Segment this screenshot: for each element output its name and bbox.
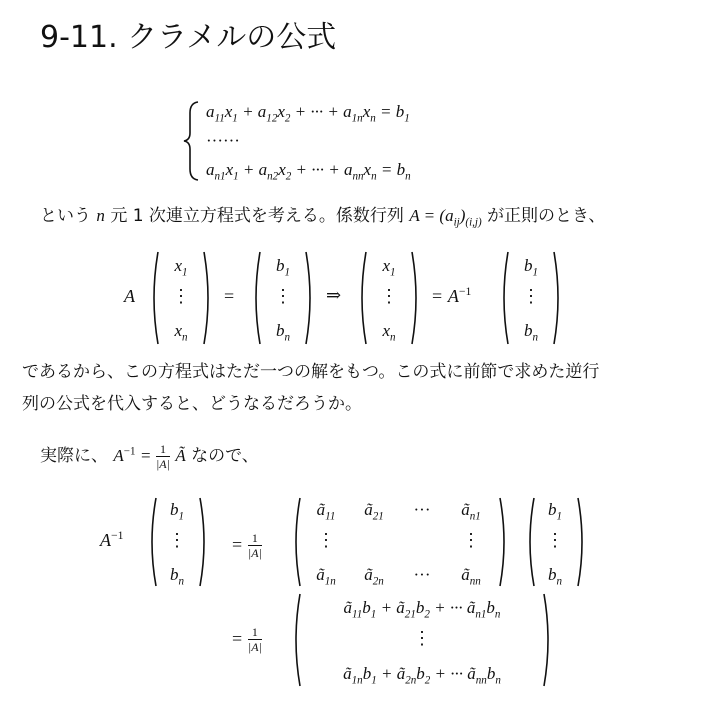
var-n: n xyxy=(96,206,105,225)
eq1-equals-2: = xyxy=(432,286,443,306)
eq1-equals-inverse xyxy=(432,286,471,307)
eq1-paren-left-1 xyxy=(148,250,160,346)
eq1-b1: $b_1$ xyxy=(275,256,291,279)
adj-a11: $ã_{11}$ xyxy=(316,500,336,523)
adj-a21: $ã_{21}$ xyxy=(364,500,384,523)
system-brace xyxy=(182,101,202,181)
eq2-bn-r: $b_n$ xyxy=(547,565,563,588)
eq1-paren-right-3 xyxy=(410,250,422,346)
eq2-vdots-r: ⋮ xyxy=(546,530,564,550)
eq1-vdots-4: ⋮ xyxy=(522,286,540,306)
eq1-vdots-3: ⋮ xyxy=(380,286,398,306)
para3-text-2: なので、 xyxy=(191,446,259,466)
paragraph-intro xyxy=(40,201,606,229)
system-row-1: $a_{11}x_1 + a_{12}x_2$ + ··· + $a_{1n}x_n = b_1$ xyxy=(206,102,410,125)
para3-text-1: 実際に、 xyxy=(40,446,108,466)
eq1-A-inv: A xyxy=(447,286,459,306)
eq2-b1: $b_1$ xyxy=(169,500,185,523)
matrix-A-def: $A = (a_{ij})_{(i,j)}$ xyxy=(409,206,482,229)
eq1-equals-1: = xyxy=(224,286,235,306)
eq1-xn-b: $x_n$ xyxy=(382,321,396,344)
system-dots: ······ xyxy=(206,131,240,150)
eq1-paren-right-1 xyxy=(202,250,214,346)
eq2-equals-frac xyxy=(232,532,262,559)
eq2-frac-num: 1 xyxy=(248,532,262,546)
page-title-text: 9-11. クラメルの公式 xyxy=(40,20,337,55)
adj-vdots-2: ⋮ xyxy=(462,530,480,550)
adj-cdots-1: ··· xyxy=(413,500,431,519)
eq1-paren-left-4 xyxy=(498,250,510,346)
eq1-bn-b: $b_n$ xyxy=(523,321,539,344)
para3-frac-den: |A| xyxy=(155,456,170,471)
eq1-inv-sup: −1 xyxy=(458,285,472,298)
eq1-xn: $x_n$ xyxy=(174,321,188,344)
eq2-paren-left-1 xyxy=(146,496,158,588)
para3-frac-num: 1 xyxy=(156,443,170,457)
eq1-paren-right-2 xyxy=(304,250,316,346)
eq1-paren-left-3 xyxy=(356,250,368,346)
paragraph-unique-solution xyxy=(22,356,599,420)
eq2-paren-right-b xyxy=(576,496,588,588)
eq2-bn: $b_n$ xyxy=(169,565,185,588)
eq2-paren-left-b xyxy=(524,496,536,588)
eq3-equals-frac xyxy=(232,626,262,653)
adj-cdots-2: ··· xyxy=(413,565,431,584)
eq2-b1-r: $b_1$ xyxy=(547,500,563,523)
para3-inv-sup: −1 xyxy=(123,445,136,458)
eq1-x1-b: $x_1$ xyxy=(382,256,396,279)
eq3-equals: = xyxy=(232,628,243,649)
para2-line-2: 列の公式を代入すると、どうなるだろうか。 xyxy=(22,394,362,414)
eq2-paren-right-1 xyxy=(198,496,210,588)
eq3-paren-left xyxy=(290,592,302,688)
eq3-row-n: $ã_{1n}b_1$ + $ã_{2n}b_2$ + ··· $ã_{nn}b_n$ xyxy=(343,664,501,687)
para2-line-1: であるから、この方程式はただ一つの解をもつ。この式に前節で求めた逆行 xyxy=(22,362,600,382)
eq3-row-1: $ã_{11}b_1$ + $ã_{21}b_2$ + ··· $ã_{n1}b_n$ xyxy=(343,598,501,621)
eq2-fraction xyxy=(248,532,262,559)
eq1-vdots-2: ⋮ xyxy=(274,286,292,306)
adj-vdots-1: ⋮ xyxy=(317,530,335,550)
para1-text-3: が正則のとき、 xyxy=(487,206,606,226)
eq2-paren-left-adj xyxy=(290,496,302,588)
eq1-A: A xyxy=(124,286,135,306)
para1-text-2: 元 1 次連立方程式を考える。係数行列 xyxy=(110,206,404,226)
eq2-inv-sup: −1 xyxy=(111,529,124,542)
adj-a2n: $ã_{2n}$ xyxy=(364,565,384,588)
eq2-lhs-A-inv xyxy=(100,530,123,551)
para3-equals: = xyxy=(140,446,151,465)
paragraph-inverse-formula xyxy=(40,441,259,470)
eq3-frac-den: |A| xyxy=(247,640,262,654)
eq2-paren-right-adj xyxy=(498,496,510,588)
eq3-paren-right xyxy=(542,592,554,688)
eq3-vdots: ⋮ xyxy=(413,628,431,648)
eq1-paren-left-2 xyxy=(250,250,262,346)
eq1-paren-right-4 xyxy=(552,250,564,346)
page-title xyxy=(40,12,336,56)
para3-A: A xyxy=(113,446,124,465)
eq3-fraction xyxy=(248,626,262,653)
system-row-n: $a_{n1}x_1 + a_{n2}x_2$ + ··· + $a_{nn}x_n = b_n$ xyxy=(206,160,411,183)
eq1-b1-b: $b_1$ xyxy=(523,256,539,279)
eq1-vdots-1: ⋮ xyxy=(172,286,190,306)
para3-A-tilde: Ã xyxy=(175,446,186,465)
eq2-frac-den: |A| xyxy=(247,546,262,560)
adj-a1n: $ã_{1n}$ xyxy=(316,565,336,588)
adj-an1: $ã_{n1}$ xyxy=(461,500,481,523)
eq1-x1: $x_1$ xyxy=(174,256,188,279)
eq2-A: A xyxy=(100,530,111,550)
eq2-equals: = xyxy=(232,534,243,555)
eq3-frac-num: 1 xyxy=(248,626,262,640)
adj-ann: $ã_{nn}$ xyxy=(461,565,481,588)
eq1-bn: $b_n$ xyxy=(275,321,291,344)
eq1-implies: ⇒ xyxy=(326,285,342,305)
eq2-vdots-1: ⋮ xyxy=(168,530,186,550)
para1-text-1: という xyxy=(40,206,91,226)
para3-fraction xyxy=(156,443,170,470)
